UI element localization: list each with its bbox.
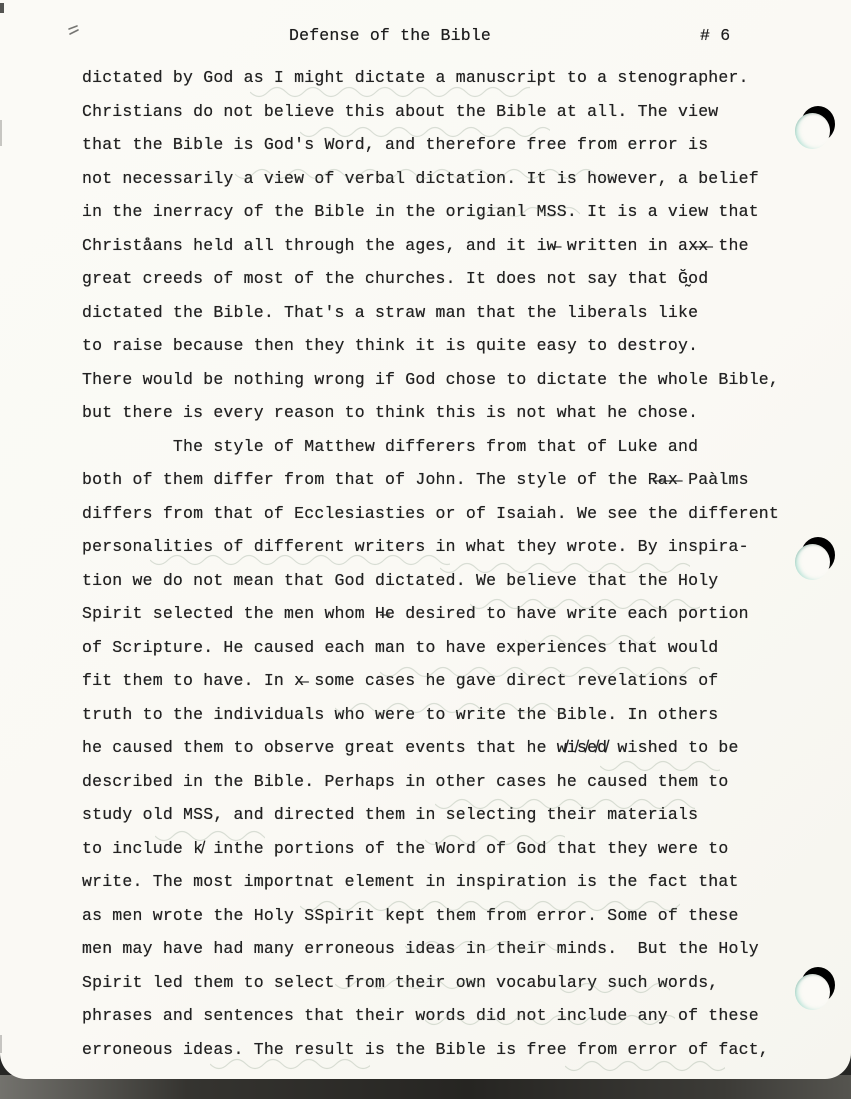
typed-line: write. The most importnat element in inspiration is the fact that [82,872,739,891]
typed-line: dictated the Bible. That's a straw man that the liberals like [82,302,699,322]
typed-line: to raise because then they think it is quite easy to destroy. [82,336,699,355]
pencil-annotation [380,664,700,680]
pencil-tick-mark [66,24,82,38]
page-number: # 6 [700,26,731,45]
typed-line: Christåans held all through the ages, and it iw̶ written in ax̶x̶ the [82,235,749,255]
pencil-annotation [250,84,530,100]
typed-line: both of them differ from that of John. The style of the R̶a̶x̶ Paàlms [82,470,749,489]
pencil-annotation [155,828,265,844]
typed-line: as men wrote the Holy SSpirit kept them from error. Some of these [82,905,739,925]
typed-line: study old MSS, and directed them in selecting their materials [82,805,699,824]
pencil-annotation [600,758,720,774]
pencil-annotation [470,204,580,220]
typed-line: truth to the individuals who were to write the Bible. In others [82,704,719,724]
punch-hole-icon [798,967,836,1009]
pencil-annotation [335,976,485,992]
pencil-annotation [300,898,680,914]
punch-hole-icon [798,106,836,148]
pencil-annotation [560,980,670,996]
typed-line: fit them to have. In x̶ some cases he gave direct revelations of [82,671,719,690]
pencil-annotation [150,552,450,568]
typed-line: phrases and sentences that their words did not include any of these [82,1006,759,1025]
scan-edge-artifact [0,120,2,146]
typed-line: that the Bible is God's Word, and therefore free from error is [82,135,709,154]
scan-edge-artifact [0,3,4,13]
scan-edge-artifact [0,1035,2,1053]
typed-line: differs from that of Ecclesiasties or of Isaiah. We see the different [82,503,780,523]
typed-line: great creeds of most of the churches. It does not say that Ğ̰od [82,269,709,288]
typed-line: There would be nothing wrong if God chose to dictate the whole Bible, [82,369,780,389]
pencil-annotation [300,124,550,140]
pencil-annotation [440,560,690,576]
typed-line: personalities of different writers in what they wrote. By inspira- [82,537,749,556]
typed-line: to include k̸ inthe portions of the Word of God that they were to [82,838,729,858]
pencil-annotation [210,1056,370,1072]
pencil-annotation [525,632,655,648]
typed-line: tion we do not mean that God dictated. We believe that the Holy [82,570,719,590]
pencil-annotation [470,596,700,612]
typed-line: erroneous ideas. The result is the Bible is free from error of fact, [82,1039,769,1059]
pencil-annotation [425,832,565,848]
page-header [0,26,851,48]
typed-line: he caused them to observe great events that he w̸i̸s̸e̸d̸ wished to be [82,738,739,757]
page-title: Defense of the Bible [289,26,492,45]
pencil-annotation [235,166,615,182]
typed-line: not necessarily a view of verbal dictation. It is however, a belief [82,168,759,188]
typed-line: dictated by God as I might dictate a manuscript to a stenographer. [82,68,749,87]
typed-line: of Scripture. He caused each man to have experiences that would [82,637,719,657]
typed-line: Spirit selected the men whom H̶e desired to have write each portion [82,604,749,623]
typed-line: described in the Bible. Perhaps in other cases he caused them to [82,771,729,791]
typed-line: The style of Matthew differers from that of Luke and [82,436,699,456]
pencil-annotation [425,1012,675,1028]
typed-line: Spirit led them to select from their own vocabulary such words, [82,972,719,992]
typed-line: men may have had many erroneous ideas in their minds. But the Holy [82,939,759,958]
typed-line: but there is every reason to think this is not what he chose. [82,403,699,422]
pencil-annotation [565,1058,725,1074]
punch-hole-icon [798,537,836,579]
pencil-annotation [335,700,565,716]
pencil-annotation [405,938,565,954]
typed-line: Christians do not believe this about the Bible at all. The view [82,101,719,121]
typed-line: in the inerracy of the Bible in the origianl MSS. It is a view that [82,202,759,221]
pencil-annotation [435,796,695,812]
